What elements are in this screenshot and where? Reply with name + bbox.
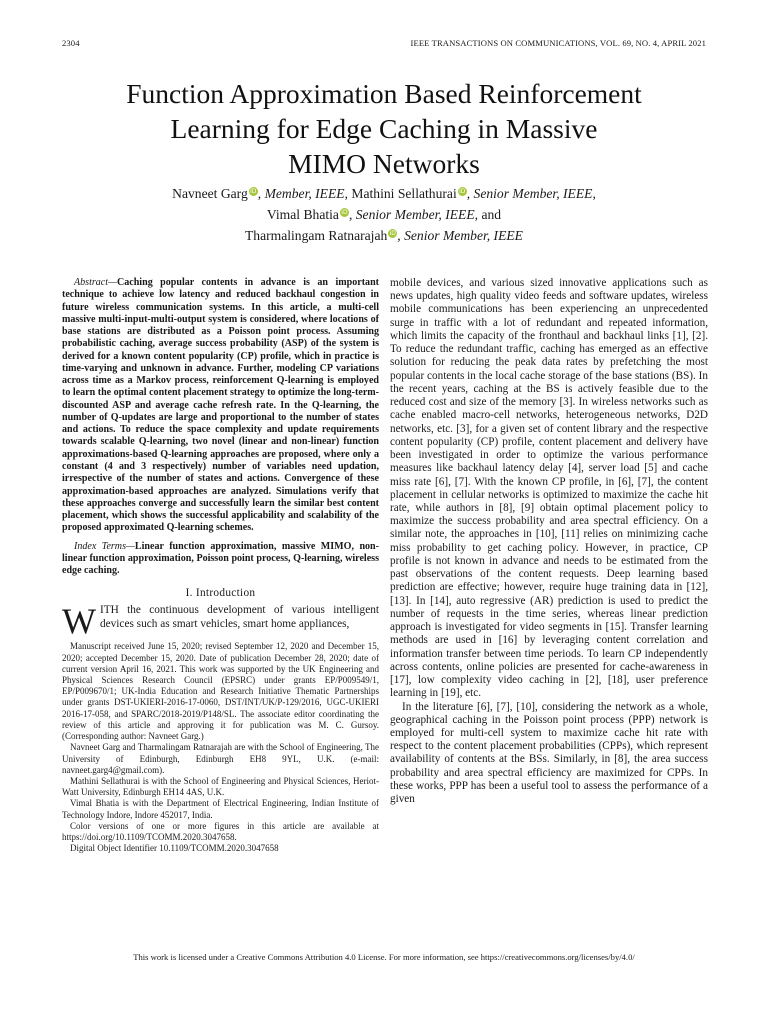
drop-cap: W: [62, 600, 96, 641]
author-list: [62, 183, 706, 246]
title-line-3: MIMO Networks: [288, 148, 480, 179]
index-terms-text: Linear function approximation, massive MIMO, non-linear function approximation, Poisson point process, Q-learning, wireless edge caching.: [62, 540, 379, 577]
orcid-icon[interactable]: iD: [341, 209, 348, 216]
footnote-affiliation-3: Vimal Bhatia is with the Department of Electrical Engineering, Indian Institute of Technology Indore, Indore 452017, India.: [62, 798, 379, 820]
page-number: 2304: [62, 38, 80, 48]
footnote-doi: Digital Object Identifier 10.1109/TCOMM.2020.3047658: [70, 843, 279, 854]
orcid-icon[interactable]: iD: [459, 188, 466, 195]
footnote-color-versions: Color versions of one or more figures in this article are available at https://doi.org/10.1109/TCOMM.2020.3047658.: [62, 820, 379, 842]
orcid-icon[interactable]: iD: [250, 188, 257, 195]
author-role-1: Member, IEEE: [264, 186, 345, 201]
license-footer: This work is licensed under a Creative Commons Attribution 4.0 License. For more information, see https://creativecommons.org/licenses/by/4.0/: [133, 952, 635, 962]
footnote-manuscript: Manuscript received June 15, 2020; revised September 12, 2020 and December 15, 2020; accepted December 15, 2020. Date of publication December 28, 2020; date of current version April 16, 2021. This work was supported by the UK Engineering and Physical Sciences Research Council (EPSRC) under grants EP/P009549/1, EP/P009670/1; UK-India Education and Research Initiative Thematic Partnerships under grants DST-UKIERI-2016-17-0060, DST/INT/UK/P-129/2016, UGC-UKIERI 2016-17-058, and SPARC/2018-2019/P148/SL. The associate editor coordinating the review of this article and approving it for publication was M. C. Gursoy. (Corresponding author: Navneet Garg.): [62, 641, 379, 742]
body-paragraph-1: mobile devices, and various sized innovative applications such as news updates, high quality video feeds and software updates, wireless mobile communications has been experiencing an unprecedented surge in traffic with a lot of redundant and repeated information, which limits the capacity of the fronthaul and backhaul links [1], [2]. To reduce the redundant traffic, caching has emerged as an effective solution for reducing the peak data rates by prefetching the most popular contents in the local cache storage of the base stations (BS). In the recent years, caching at the BS is actively feasible due to the reduced cost and size of the memory [3]. In wireless networks such as cache enabled macro-cell networks, heterogeneous networks, D2D networks, etc. [3], for a given set of content library and the respective content popularity (CP) profile, content placement and delivery have been investigated in order to optimize the various performance measures like backhaul latency delay [4], server load [5] and cache miss rate [6], [7]. With the known CP profile, in [6], [7], the content placement in cellular networks is optimized to maximize the cache hit rate, while authors in [8], [9] obtain optimal placement policy to maximize the success probability and area spectral efficiency. On a similar note, the approaches in [10], [11] relies on minimizing cache miss probability to get caching policy. However, in practice, CP profile is not known in advance and needs to be estimated from the past observations of the content requests. Deep learning based prediction are effective; however, require huge training data in [12], [13]. In [14], auto regressive (AR) prediction is used to predict the number of requests in the time series, whereas linear prediction approach is investigated for video segments in [15]. Transfer learning methods are used in [16] by leveraging content correlation and information transfer between time periods. To learn CP independently across contents, online policies are presented for cache-awareness in [17], low complexity video caching in [2], [18], user preference learning in [19], etc.: [390, 277, 708, 700]
author-line-1: Navneet Garg iD, Member, IEEE, Mathini Sellathurai iD, Senior Member, IEEE,: [172, 186, 596, 201]
footnotes: [62, 641, 379, 854]
index-terms: [62, 541, 379, 578]
abstract: [62, 277, 379, 535]
footnote-affiliation-2: Mathini Sellathurai is with the School of Engineering and Physical Sciences, Heriot-Watt University, Edinburgh EH14 4AS, U.K.: [62, 775, 379, 798]
orcid-icon[interactable]: iD: [389, 230, 396, 237]
footnote-affiliation-1: Navneet Garg and Tharmalingam Ratnarajah are with the School of Engineering, The University of Edinburgh, Edinburgh EH8 9YL, U.K. (e-mail: navneet.garg4@gmail.com).: [62, 742, 379, 775]
author-role-4: Senior Member, IEEE: [404, 228, 523, 243]
intro-paragraph: [62, 600, 379, 641]
intro-text: ITH the continuous development of various intelligent devices such as smart vehicles, smart home appliances,: [99, 603, 379, 630]
body-paragraph-2: In the literature [6], [7], [10], considering the network as a whole, geographical caching in the Poisson point process (PPP) network is employed for multi-cell system to maximize cache hit rate with respect to the content placement probabilities (CPPs), which represent availability of contents at the BSs. Similarly, in [8], the area success probability and area spectral efficiency are maximized for CPPs. In these works, PPP has been a useful tool to assess the performance of a given: [390, 700, 708, 806]
abstract-label: Abstract—: [74, 277, 117, 288]
author-conjunction: and: [481, 207, 502, 222]
author-role-3: Senior Member, IEEE: [355, 207, 475, 222]
author-name-4: Tharmalingam Ratnarajah: [244, 228, 388, 243]
abstract-text: Caching popular contents in advance is an important technique to achieve low latency and reduced backhaul congestion in future wireless communication systems. In this article, a multi-cell massive multi-input-multi-output system is considered, where locations of base stations are distributed as a Poisson point process. Assuming probabilistic caching, average success probability (ASP) of the system is derived for a known content popularity (CP) profile, which in practice is time-varying and unknown in advance. Further, modeling CP variations across time as a Markov process, reinforcement Q-learning is employed to learn the optimal content placement strategy to optimize the long-term-discounted ASP and average cache refresh rate. In the Q-learning, the number of Q-updates are large and proportional to the number of states and actions. To reduce the space complexity and update requirements towards scalable Q-learning, two novel (linear and non-linear) function approximations-based Q-learning approaches are proposed, where only a constant (4 and 3 respectively) number of variables need updation, irrespective of the number of states and actions. Convergence of these approximation-based approaches are analyzed. Simulations verify that these approaches converge and successfully learn the similar best content placement, which shows the successful applicability and scalability of the proposed approximated Q-learning schemes.: [62, 277, 379, 534]
paper-title: [62, 76, 706, 181]
index-terms-label: Index Terms—: [74, 540, 135, 552]
right-column: [390, 277, 708, 806]
author-name-2: Mathini Sellathurai: [351, 186, 457, 201]
author-line-2: Vimal Bhatia iD, Senior Member, IEEE, and: [266, 207, 502, 222]
author-role-2: Senior Member, IEEE: [473, 186, 593, 201]
title-line-2: Learning for Edge Caching in Massive: [170, 113, 598, 144]
left-column: [62, 277, 379, 854]
running-header: [62, 38, 706, 48]
journal-name: IEEE TRANSACTIONS ON COMMUNICATIONS, VOL. 69, NO. 4, APRIL 2021: [410, 38, 706, 48]
section-heading-introduction: I. Introduction: [185, 587, 256, 600]
author-line-3: Tharmalingam Ratnarajah iD, Senior Member, IEEE: [244, 228, 523, 243]
author-name-3: Vimal Bhatia: [266, 207, 339, 222]
author-name-1: Navneet Garg: [172, 186, 248, 201]
title-line-1: Function Approximation Based Reinforcement: [126, 78, 642, 109]
